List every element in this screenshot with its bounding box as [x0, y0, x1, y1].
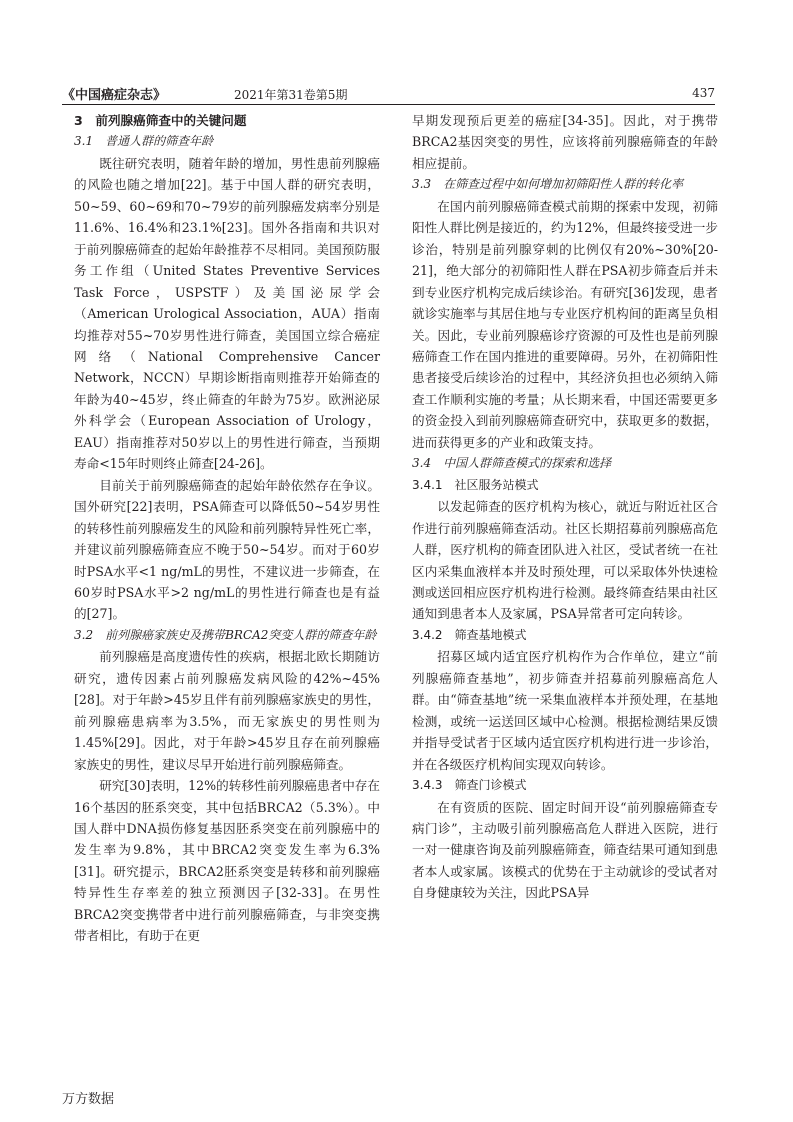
subsubsection-heading: 3.4.2 筛查基地模式 [412, 627, 527, 642]
paragraph: 以发起筛查的医疗机构为核心，就近与附近社区合作进行前列腺癌筛查活动。社区长期招募前列腺癌高危人群，医疗机构的筛查团队进入社区，受试者统一在社区内采集血液样本并及时预处理，可以采取体外快速检测或送回相应医疗机构进行检测。最终筛查结果由社区通知到患者本人及家属，PSA异常者可定向转诊。 [412, 499, 718, 622]
paragraph: 在国内前列腺癌筛查模式前期的探索中发现，初筛阳性人群比例是接近的，约为12%，但最终接受进一步诊治，特别是前列腺穿刺的比例仅有20%~30%[20-21]，绝大部分的初筛阳性人群在PSA初步筛查后并未到专业医疗机构完成后续诊治。有研究[36]发现，患者就诊实施率与其居住地与专业医疗机构间的距离呈负相关。因此，专业前列腺癌诊疗资源的可及性也是前列腺癌筛查工作在国内推进的重要障碍。另外，在初筛阳性患者接受后续诊治的过程中，其经济负担也必须纳入筛查工作顺利实施的考量；从长期来看，中国还需要更多的资金投入到前列腺癌筛查研究中，获取更多的数据，进而获得更多的产业和政策支持。 [412, 198, 718, 450]
footer-watermark: 万方数据 [62, 1092, 115, 1107]
paragraph: 在有资质的医院、固定时间开设“前列腺癌筛查专病门诊”，主动吸引前列腺癌高危人群进入医院，进行一对一健康咨询及前列腺癌筛查，筛查结果可通知到患者本人或家属。该模式的优势在于主动就诊的受试者对自身健康较为关注，因此PSA异 [412, 799, 718, 901]
subsubsection-heading: 3.4.1 社区服务站模式 [412, 477, 539, 492]
paragraph-continued: 早期发现预后更差的癌症[34-35]。因此，对于携带BRCA2基因突变的男性，应该将前列腺癌筛查的年龄相应提前。 [412, 113, 718, 171]
right-column [412, 110, 718, 904]
section-heading: 3 前列腺癌筛查中的关键问题 [74, 113, 247, 128]
paragraph: 既往研究表明，随着年龄的增加，男性患前列腺癌的风险也随之增加[22]。基于中国人群的研究表明，50~59、60~69和70~79岁的前列腺癌发病率分别是11.6%、16.4%和23.1%[23]。国外各指南和共识对于前列腺癌筛查的起始年龄推荐不尽相同。美国预防服务工作组（United States Preventive Services Task Force，USPSTF）及美国泌尿学会（American Urological Association，AUA）指南均推荐对55~70岁男性进行筛查，美国国立综合癌症网络（National Comprehensive Cancer Network，NCCN）早期诊断指南则推荐开始筛查的年龄为40~45岁，终止筛查的年龄为75岁。欧洲泌尿外科学会（European Association of Urology，EAU）指南推荐对50岁以上的男性进行筛查，当预期寿命<15年时则终止筛查[24-26]。 [74, 155, 380, 472]
page-number: 437 [692, 86, 715, 100]
subsection-heading: 3.2 前列腺癌家族史及携带BRCA2突变人群的筛查年龄 [74, 627, 377, 642]
running-header [62, 86, 715, 105]
subsection-heading: 3.4 中国人群筛查模式的探索和选择 [412, 456, 612, 471]
subsection-heading: 3.1 普通人群的筛查年龄 [74, 134, 214, 149]
journal-name: 《中国癌症杂志》 [62, 88, 167, 103]
paragraph: 目前关于前列腺癌筛查的起始年龄依然存在争议。国外研究[22]表明，PSA筛查可以降低50~54岁男性的转移性前列腺癌发生的风险和前列腺特异性死亡率，并建议前列腺癌筛查应不晚于50~54岁。而对于60岁时PSA水平<1 ng/mL的男性，不建议进一步筛查，在60岁时PSA水平>2 ng/mL的男性进行筛查也是有益的[27]。 [74, 477, 380, 622]
subsubsection-heading: 3.4.3 筛查门诊模式 [412, 778, 527, 793]
issue-info: 2021年第31卷第5期 [234, 88, 348, 102]
left-column [74, 110, 380, 947]
subsection-heading: 3.3 在筛查过程中如何增加初筛阳性人群的转化率 [412, 177, 684, 192]
paragraph: 前列腺癌是高度遗传性的疾病，根据北欧长期随访研究，遗传因素占前列腺癌发病风险的42%~45%[28]。对于年龄>45岁且伴有前列腺癌家族史的男性，前列腺癌患病率为3.5%，而无家族史的男性则为1.45%[29]。因此，对于年龄>45岁且存在前列腺癌家族史的男性，建议尽早开始进行前列腺癌筛查。 [74, 649, 380, 772]
paragraph: 研究[30]表明，12%的转移性前列腺癌患者中存在16个基因的胚系突变，其中包括BRCA2（5.3%）。中国人群中DNA损伤修复基因胚系突变在前列腺癌中的发生率为9.8%，其中BRCA2突变发生率为6.3%[31]。研究提示，BRCA2胚系突变是转移和前列腺癌特异性生存率差的独立预测因子[32-33]。在男性BRCA2突变携带者中进行前列腺癌筛查，与非突变携带者相比，有助于在更 [74, 778, 380, 944]
paragraph: 招募区域内适宜医疗机构作为合作单位，建立“前列腺癌筛查基地”，初步筛查并招募前列腺癌高危人群。由“筛查基地”统一采集血液样本并预处理，在基地检测，或统一运送回区域中心检测。根据检测结果反馈并指导受试者于区域内适宜医疗机构进行进一步诊治，并在各级医疗机构间实现双向转诊。 [412, 649, 718, 772]
